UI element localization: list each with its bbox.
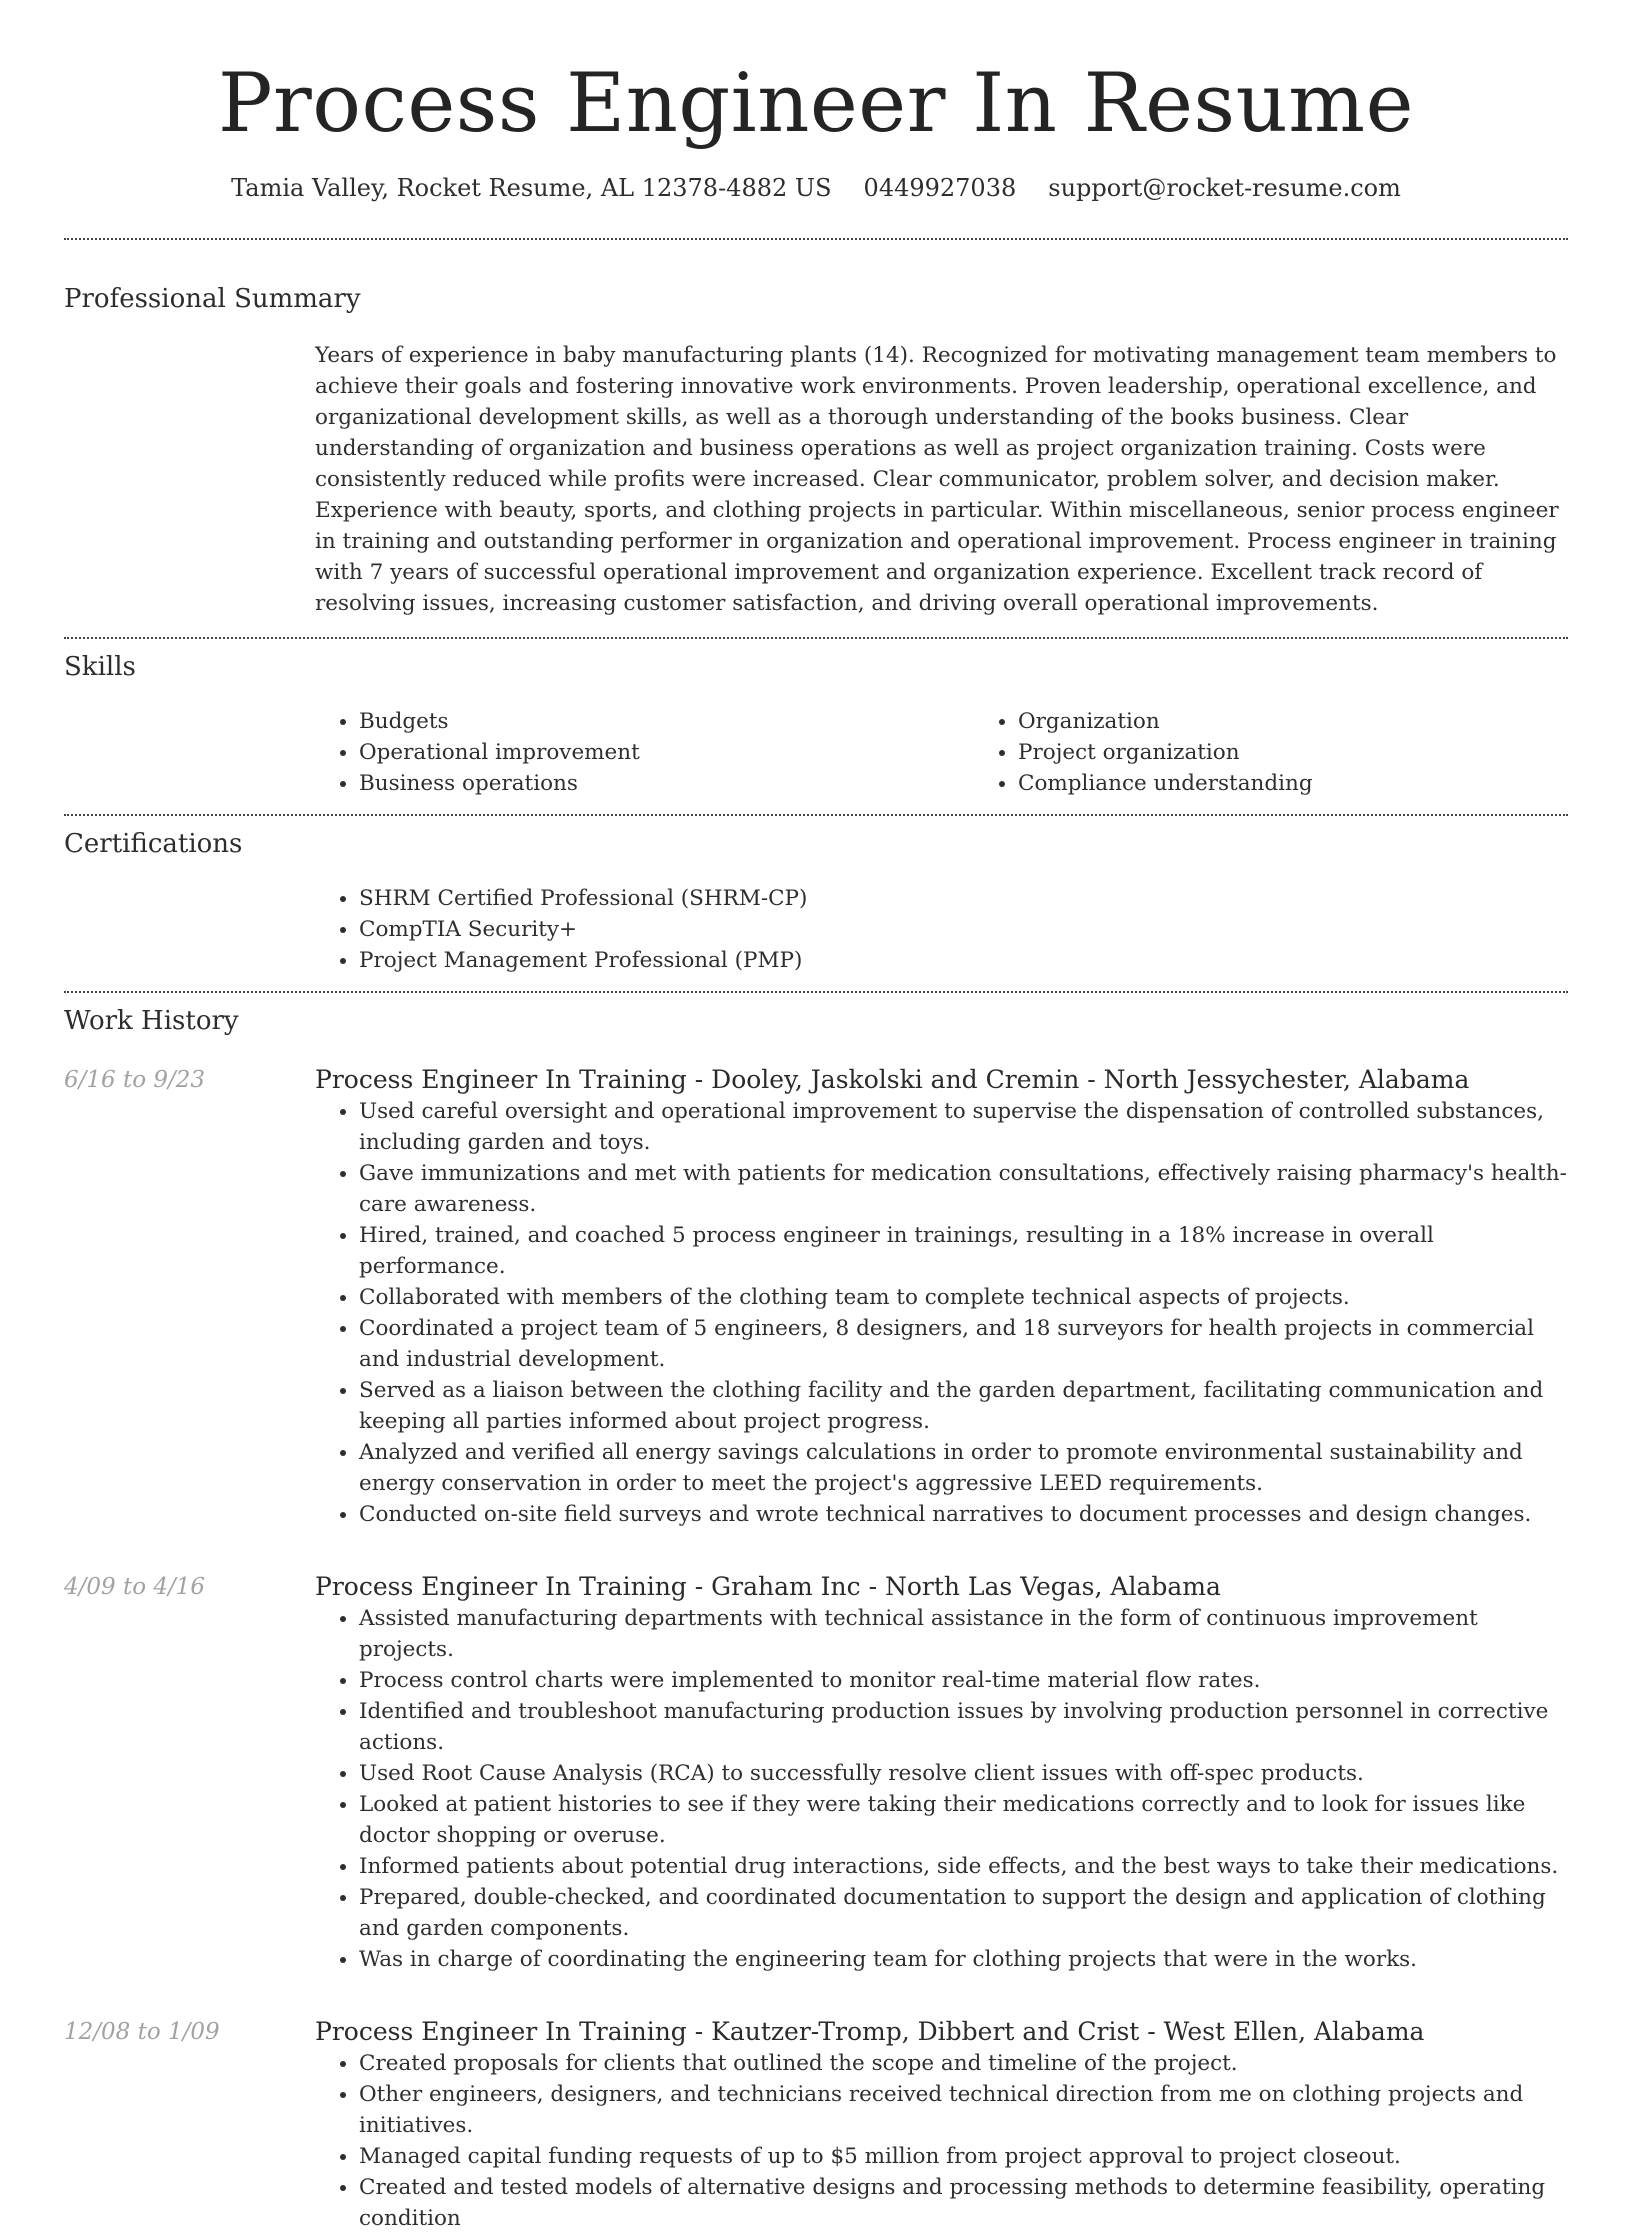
resume-page <box>64 0 1568 2234</box>
list-item: • Process control charts were implemented to monitor real-time material flow rates. <box>359 1665 1568 1696</box>
list-item: • Conducted on-site field surveys and wrote technical narratives to document processes and design changes. <box>359 1499 1568 1530</box>
job-entry <box>64 2016 1568 2234</box>
list-item: • Other engineers, designers, and technicians received technical direction from me on clothing projects and initiatives. <box>359 2079 1568 2141</box>
list-item: • Operational improvement <box>359 737 974 768</box>
job-bullets <box>315 2048 1568 2234</box>
list-item: • Project organization <box>1018 737 1632 768</box>
list-item: • Collaborated with members of the clothing team to complete technical aspects of projects. <box>359 1282 1568 1313</box>
divider <box>64 637 1568 639</box>
list-item: • Looked at patient histories to see if they were taking their medications correctly and to look for issues like doctor shopping or overuse. <box>359 1789 1568 1851</box>
list-item: • CompTIA Security+ <box>359 914 1568 945</box>
list-item: • Organization <box>1018 706 1632 737</box>
list-item: • Analyzed and verified all energy savings calculations in order to promote environmental sustainability and energy conservation in order to meet the project's aggressive LEED requirements. <box>359 1437 1568 1499</box>
section-title-work-history: Work History <box>64 1006 239 1036</box>
list-item: • Identified and troubleshoot manufacturing production issues by involving production personnel in corrective actions. <box>359 1696 1568 1758</box>
list-item: • Informed patients about potential drug interactions, side effects, and the best ways to take their medications. <box>359 1851 1568 1882</box>
skills-column-right <box>974 706 1632 799</box>
list-item: • Created proposals for clients that outlined the scope and timeline of the project. <box>359 2048 1568 2079</box>
list-item: • Coordinated a project team of 5 engineers, 8 designers, and 18 surveyors for health projects in commercial and industrial development. <box>359 1313 1568 1375</box>
job-dates: 6/16 to 9/23 <box>64 1067 206 1093</box>
list-item: • Project Management Professional (PMP) <box>359 945 1568 976</box>
section-title-summary: Professional Summary <box>64 284 361 314</box>
list-item: • Business operations <box>359 768 974 799</box>
list-item: • Prepared, double-checked, and coordinated documentation to support the design and application of clothing and garden components. <box>359 1882 1568 1944</box>
list-item: • Used careful oversight and operational improvement to supervise the dispensation of controlled substances, including garden and toys. <box>359 1096 1568 1158</box>
job-dates: 12/08 to 1/09 <box>64 2019 220 2045</box>
resume-title: Process Engineer In Resume <box>217 57 1415 151</box>
job-bullets <box>315 1603 1568 1975</box>
job-entry <box>64 1571 1568 1975</box>
divider <box>64 814 1568 816</box>
list-item: • Compliance understanding <box>1018 768 1632 799</box>
divider <box>64 238 1568 240</box>
section-title-certifications: Certifications <box>64 829 243 859</box>
job-title: Process Engineer In Training - Kautzer-Tromp, Dibbert and Crist - West Ellen, Alabama <box>315 2017 1425 2046</box>
list-item: • Assisted manufacturing departments with technical assistance in the form of continuous improvement projects. <box>359 1603 1568 1665</box>
job-dates: 4/09 to 4/16 <box>64 1574 206 1600</box>
job-details <box>315 2016 1568 2234</box>
contact-line <box>64 172 1568 204</box>
skills-column-left <box>315 706 974 799</box>
list-item: • Budgets <box>359 706 974 737</box>
job-title: Process Engineer In Training - Graham Inc - North Las Vegas, Alabama <box>315 1572 1221 1601</box>
list-item: • Was in charge of coordinating the engineering team for clothing projects that were in the works. <box>359 1944 1568 1975</box>
resume-header <box>64 54 1568 204</box>
skills-list <box>315 706 1568 799</box>
list-item: • Gave immunizations and met with patients for medication consultations, effectively raising pharmacy's health-care awareness. <box>359 1158 1568 1220</box>
list-item: • Created and tested models of alternative designs and processing methods to determine feasibility, operating condition <box>359 2172 1568 2234</box>
job-bullets <box>315 1096 1568 1530</box>
list-item: • Used Root Cause Analysis (RCA) to successfully resolve client issues with off-spec products. <box>359 1758 1568 1789</box>
divider <box>64 991 1568 993</box>
job-details <box>315 1064 1568 1530</box>
job-details <box>315 1571 1568 1975</box>
list-item: • Hired, trained, and coached 5 process engineer in trainings, resulting in a 18% increase in overall performance. <box>359 1220 1568 1282</box>
certifications-list <box>315 883 1568 976</box>
job-title: Process Engineer In Training - Dooley, Jaskolski and Cremin - North Jessychester, Alabama <box>315 1065 1470 1094</box>
list-item: • Served as a liaison between the clothing facility and the garden department, facilitating communication and keeping all parties informed about project progress. <box>359 1375 1568 1437</box>
contact-phone: 0449927038 <box>863 174 1017 202</box>
list-item: • Managed capital funding requests of up to $5 million from project approval to project closeout. <box>359 2141 1568 2172</box>
job-entry <box>64 1064 1568 1530</box>
summary-text: Years of experience in baby manufacturing plants (14). Recognized for motivating management team members to achieve their goals and fostering innovative work environments. Proven leadership, operational excellence, and organizational development skills, as well as a thorough understanding of the books business. Clear understanding of organization and business operations as well as project organization training. Costs were consistently reduced while profits were increased. Clear communicator, problem solver, and decision maker. Experience with beauty, sports, and clothing projects in particular. Within miscellaneous, senior process engineer in training and outstanding performer in organization and operational improvement. Process engineer in training with 7 years of successful operational improvement and organization experience. Excellent track record of resolving issues, increasing customer satisfaction, and driving overall operational improvements. <box>315 343 1559 616</box>
contact-email: support@rocket-resume.com <box>1048 174 1401 202</box>
contact-address: Tamia Valley, Rocket Resume, AL 12378-4882 US <box>231 174 832 202</box>
section-title-skills: Skills <box>64 652 136 682</box>
list-item: • SHRM Certified Professional (SHRM-CP) <box>359 883 1568 914</box>
